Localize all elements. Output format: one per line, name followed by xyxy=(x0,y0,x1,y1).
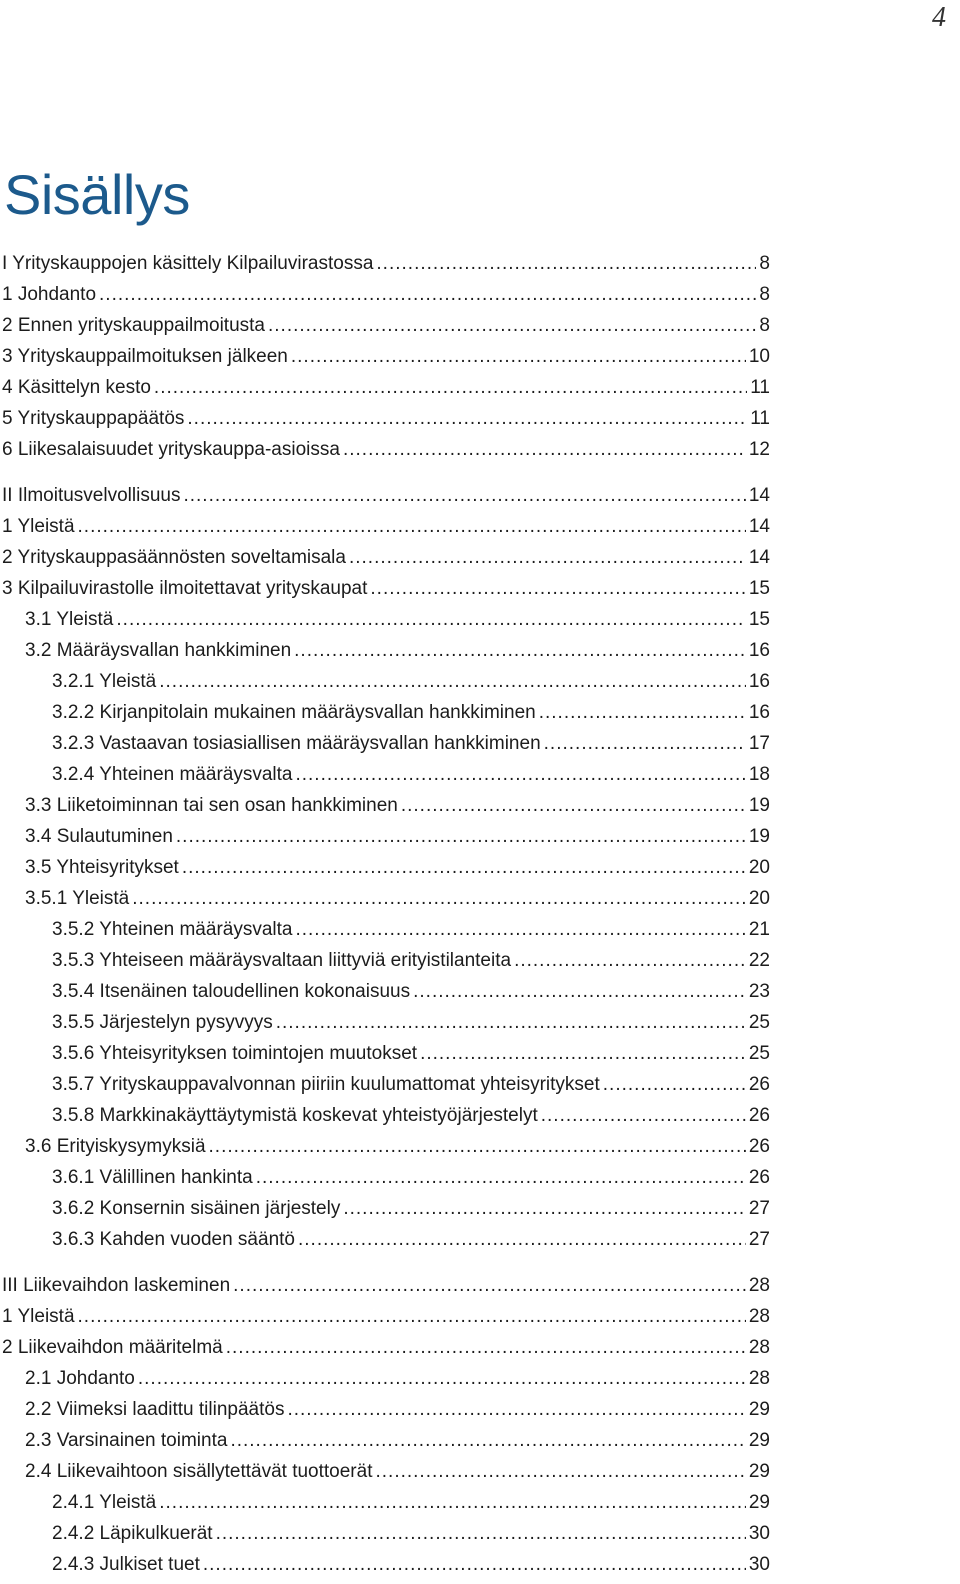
toc-leader-dots xyxy=(420,1038,746,1069)
toc-entry-page: 30 xyxy=(748,1554,770,1575)
toc-entry-label: 1 Yleistä xyxy=(2,516,75,537)
toc-leader-dots xyxy=(226,1332,746,1363)
toc-leader-dots xyxy=(295,759,745,790)
toc-entry-page: 27 xyxy=(748,1198,770,1219)
toc-entry[interactable] xyxy=(0,1549,770,1580)
toc-leader-dots xyxy=(544,728,746,759)
toc-entry-page: 8 xyxy=(759,284,770,305)
toc-entry[interactable] xyxy=(0,434,770,465)
toc-entry-page: 17 xyxy=(748,733,770,754)
toc-entry[interactable] xyxy=(0,759,770,790)
toc-entry-page: 8 xyxy=(759,253,770,274)
toc-entry-page: 27 xyxy=(748,1229,770,1250)
toc-entry-page: 14 xyxy=(748,485,770,506)
toc-entry-label: 2.3 Varsinainen toiminta xyxy=(25,1430,228,1451)
toc-entry-page: 11 xyxy=(750,377,770,398)
toc-leader-dots xyxy=(233,1270,746,1301)
toc-leader-dots xyxy=(268,310,756,341)
toc-entry-label: 6 Liikesalaisuudet yrityskauppa-asioissa xyxy=(2,439,340,460)
toc-entry[interactable] xyxy=(0,635,770,666)
toc-entry-page: 25 xyxy=(748,1012,770,1033)
toc-entry[interactable] xyxy=(0,403,770,434)
toc-leader-dots xyxy=(159,666,746,697)
toc-entry-page: 15 xyxy=(748,609,770,630)
toc-entry[interactable] xyxy=(0,728,770,759)
toc-entry[interactable] xyxy=(0,248,770,279)
toc-entry-label: 3.6.3 Kahden vuoden sääntö xyxy=(52,1229,295,1250)
toc-entry-label: 3.5.8 Markkinakäyttäytymistä koskevat yhteistyöjärjestelyt xyxy=(52,1105,538,1126)
toc-leader-dots xyxy=(132,883,746,914)
toc-entry[interactable] xyxy=(0,1332,770,1363)
page-number: 4 xyxy=(932,2,946,33)
toc-entry-label: 1 Yleistä xyxy=(2,1306,75,1327)
toc-entry-label: 3.5.4 Itsenäinen taloudellinen kokonaisuus xyxy=(52,981,411,1002)
toc-leader-dots xyxy=(276,1007,746,1038)
toc-entry-label: 3.2.3 Vastaavan tosiasiallisen määräysvallan hankkiminen xyxy=(52,733,541,754)
toc-entry[interactable] xyxy=(0,1394,770,1425)
toc-entry-page: 16 xyxy=(748,640,770,661)
toc-entry[interactable] xyxy=(0,976,770,1007)
toc-entry-label: 2 Yrityskauppasäännösten soveltamisala xyxy=(2,547,346,568)
toc-entry[interactable] xyxy=(0,341,770,372)
toc-entry-label: 3.2 Määräysvallan hankkiminen xyxy=(25,640,292,661)
toc-leader-dots xyxy=(295,914,745,945)
toc-entry-page: 29 xyxy=(748,1492,770,1513)
toc-entry[interactable] xyxy=(0,1007,770,1038)
toc-entry-label: 2.4 Liikevaihtoon sisällytettävät tuottoerät xyxy=(25,1461,373,1482)
toc-leader-dots xyxy=(230,1425,745,1456)
toc-entry[interactable] xyxy=(0,1518,770,1549)
toc-entry[interactable] xyxy=(0,310,770,341)
toc-entry-label: 3.4 Sulautuminen xyxy=(25,826,173,847)
toc-entry-page: 28 xyxy=(748,1337,770,1358)
toc-entry-page: 20 xyxy=(748,888,770,909)
toc-leader-dots xyxy=(216,1518,746,1549)
toc-leader-dots xyxy=(370,573,745,604)
toc-leader-dots xyxy=(209,1131,746,1162)
toc-entry-page: 16 xyxy=(748,702,770,723)
toc-entry[interactable] xyxy=(0,372,770,403)
toc-entry[interactable] xyxy=(0,1100,770,1131)
toc-entry-page: 29 xyxy=(748,1461,770,1482)
toc-entry[interactable] xyxy=(0,1363,770,1394)
toc-leader-dots xyxy=(154,372,747,403)
toc-entry-label: 3.5.5 Järjestelyn pysyvyys xyxy=(52,1012,273,1033)
toc-entry[interactable] xyxy=(0,945,770,976)
toc-entry[interactable] xyxy=(0,573,770,604)
toc-leader-dots xyxy=(603,1069,746,1100)
toc-leader-dots xyxy=(116,604,745,635)
toc-entry[interactable] xyxy=(0,914,770,945)
toc-entry[interactable] xyxy=(0,1456,770,1487)
toc-entry-label: 2 Liikevaihdon määritelmä xyxy=(2,1337,223,1358)
toc-entry-label: 3.6.2 Konsernin sisäinen järjestely xyxy=(52,1198,341,1219)
toc-entry-page: 19 xyxy=(748,795,770,816)
toc-entry-page: 10 xyxy=(748,346,770,367)
toc-leader-dots xyxy=(187,403,747,434)
toc-entry[interactable] xyxy=(0,279,770,310)
toc-entry[interactable] xyxy=(0,821,770,852)
toc-entry-label: 3.5.7 Yrityskauppavalvonnan piiriin kuulumattomat yhteisyritykset xyxy=(52,1074,600,1095)
toc-leader-dots xyxy=(298,1224,746,1255)
toc-entry-page: 14 xyxy=(748,516,770,537)
toc-entry-page: 19 xyxy=(748,826,770,847)
toc-entry-label: I Yrityskauppojen käsittely Kilpailuvirastossa xyxy=(2,253,374,274)
toc-entry[interactable] xyxy=(0,852,770,883)
toc-entry-label: 3.6.1 Välillinen hankinta xyxy=(52,1167,253,1188)
toc-entry[interactable] xyxy=(0,697,770,728)
toc-entry[interactable] xyxy=(0,1301,770,1332)
toc-leader-dots xyxy=(539,697,746,728)
toc-entry-label: 4 Käsittelyn kesto xyxy=(2,377,151,398)
toc-leader-dots xyxy=(159,1487,746,1518)
toc-leader-dots xyxy=(138,1363,746,1394)
toc-leader-dots xyxy=(541,1100,746,1131)
toc-entry-page: 29 xyxy=(748,1430,770,1451)
toc-leader-dots xyxy=(375,1456,745,1487)
toc-entry[interactable] xyxy=(0,604,770,635)
toc-leader-dots xyxy=(78,1301,746,1332)
toc-entry-label: 3.6 Erityiskysymyksiä xyxy=(25,1136,206,1157)
toc-entry-page: 18 xyxy=(748,764,770,785)
toc-entry-label: 3.5.3 Yhteiseen määräysvaltaan liittyviä erityistilanteita xyxy=(52,950,512,971)
toc-leader-dots xyxy=(294,635,746,666)
toc-entry-page: 21 xyxy=(748,919,770,940)
toc-entry-label: 2.4.1 Yleistä xyxy=(52,1492,157,1513)
toc-entry-label: 2.1 Johdanto xyxy=(25,1368,135,1389)
toc-entry[interactable] xyxy=(0,1131,770,1162)
toc-leader-dots xyxy=(343,434,746,465)
table-of-contents xyxy=(0,248,770,1580)
toc-entry-page: 26 xyxy=(748,1105,770,1126)
toc-entry[interactable] xyxy=(0,1224,770,1255)
toc-entry-page: 28 xyxy=(748,1275,770,1296)
toc-entry[interactable] xyxy=(0,1193,770,1224)
toc-entry-label: II Ilmoitusvelvollisuus xyxy=(2,485,181,506)
toc-entry[interactable] xyxy=(0,1162,770,1193)
toc-leader-dots xyxy=(401,790,746,821)
toc-entry-label: 3.2.4 Yhteinen määräysvalta xyxy=(52,764,293,785)
toc-leader-dots xyxy=(256,1162,746,1193)
toc-entry[interactable] xyxy=(0,480,770,511)
toc-entry-page: 25 xyxy=(748,1043,770,1064)
page-title: Sisällys xyxy=(4,163,190,226)
toc-entry-page: 12 xyxy=(748,439,770,460)
toc-entry-page: 26 xyxy=(748,1136,770,1157)
toc-entry-label: 3.1 Yleistä xyxy=(25,609,114,630)
toc-entry[interactable] xyxy=(0,1069,770,1100)
toc-entry[interactable] xyxy=(0,542,770,573)
toc-entry-label: 3 Yrityskauppailmoituksen jälkeen xyxy=(2,346,288,367)
toc-entry-label: III Liikevaihdon laskeminen xyxy=(2,1275,231,1296)
toc-entry-page: 15 xyxy=(748,578,770,599)
toc-leader-dots xyxy=(182,852,746,883)
toc-leader-dots xyxy=(291,341,746,372)
toc-entry-label: 3.5 Yhteisyritykset xyxy=(25,857,179,878)
toc-entry-page: 28 xyxy=(748,1368,770,1389)
toc-entry-label: 3.5.2 Yhteinen määräysvalta xyxy=(52,919,293,940)
toc-leader-dots xyxy=(99,279,756,310)
toc-entry[interactable] xyxy=(0,1425,770,1456)
toc-leader-dots xyxy=(203,1549,746,1580)
toc-entry-label: 3.5.1 Yleistä xyxy=(25,888,130,909)
toc-entry[interactable] xyxy=(0,1038,770,1069)
toc-entry-label: 2.4.2 Läpikulkuerät xyxy=(52,1523,213,1544)
toc-entry[interactable] xyxy=(0,1487,770,1518)
toc-entry-label: 1 Johdanto xyxy=(2,284,97,305)
toc-entry[interactable] xyxy=(0,790,770,821)
toc-entry-page: 22 xyxy=(748,950,770,971)
toc-entry-label: 5 Yrityskauppapäätös xyxy=(2,408,185,429)
toc-entry[interactable] xyxy=(0,666,770,697)
toc-entry-page: 26 xyxy=(748,1167,770,1188)
toc-entry[interactable] xyxy=(0,883,770,914)
toc-entry-page: 23 xyxy=(748,981,770,1002)
toc-entry-page: 29 xyxy=(748,1399,770,1420)
toc-entry-label: 2.2 Viimeksi laadittu tilinpäätös xyxy=(25,1399,285,1420)
toc-entry-page: 16 xyxy=(748,671,770,692)
toc-leader-dots xyxy=(176,821,746,852)
toc-entry-label: 2 Ennen yrityskauppailmoitusta xyxy=(2,315,265,336)
toc-entry-label: 3 Kilpailuvirastolle ilmoitettavat yrityskaupat xyxy=(2,578,368,599)
toc-entry-page: 30 xyxy=(748,1523,770,1544)
toc-entry-page: 8 xyxy=(759,315,770,336)
toc-entry-page: 20 xyxy=(748,857,770,878)
toc-leader-dots xyxy=(349,542,746,573)
toc-entry-page: 11 xyxy=(750,408,770,429)
toc-leader-dots xyxy=(78,511,746,542)
toc-leader-dots xyxy=(343,1193,746,1224)
toc-entry-label: 3.2.1 Yleistä xyxy=(52,671,157,692)
toc-entry-label: 3.5.6 Yhteisyrityksen toimintojen muutokset xyxy=(52,1043,418,1064)
toc-leader-dots xyxy=(287,1394,745,1425)
toc-leader-dots xyxy=(376,248,756,279)
toc-entry-page: 28 xyxy=(748,1306,770,1327)
toc-leader-dots xyxy=(183,480,745,511)
toc-leader-dots xyxy=(413,976,746,1007)
toc-entry-label: 3.2.2 Kirjanpitolain mukainen määräysvallan hankkiminen xyxy=(52,702,536,723)
toc-entry[interactable] xyxy=(0,1270,770,1301)
toc-entry-label: 2.4.3 Julkiset tuet xyxy=(52,1554,200,1575)
toc-entry-page: 14 xyxy=(748,547,770,568)
toc-leader-dots xyxy=(514,945,746,976)
toc-entry-label: 3.3 Liiketoiminnan tai sen osan hankkiminen xyxy=(25,795,398,816)
toc-entry[interactable] xyxy=(0,511,770,542)
toc-entry-page: 26 xyxy=(748,1074,770,1095)
